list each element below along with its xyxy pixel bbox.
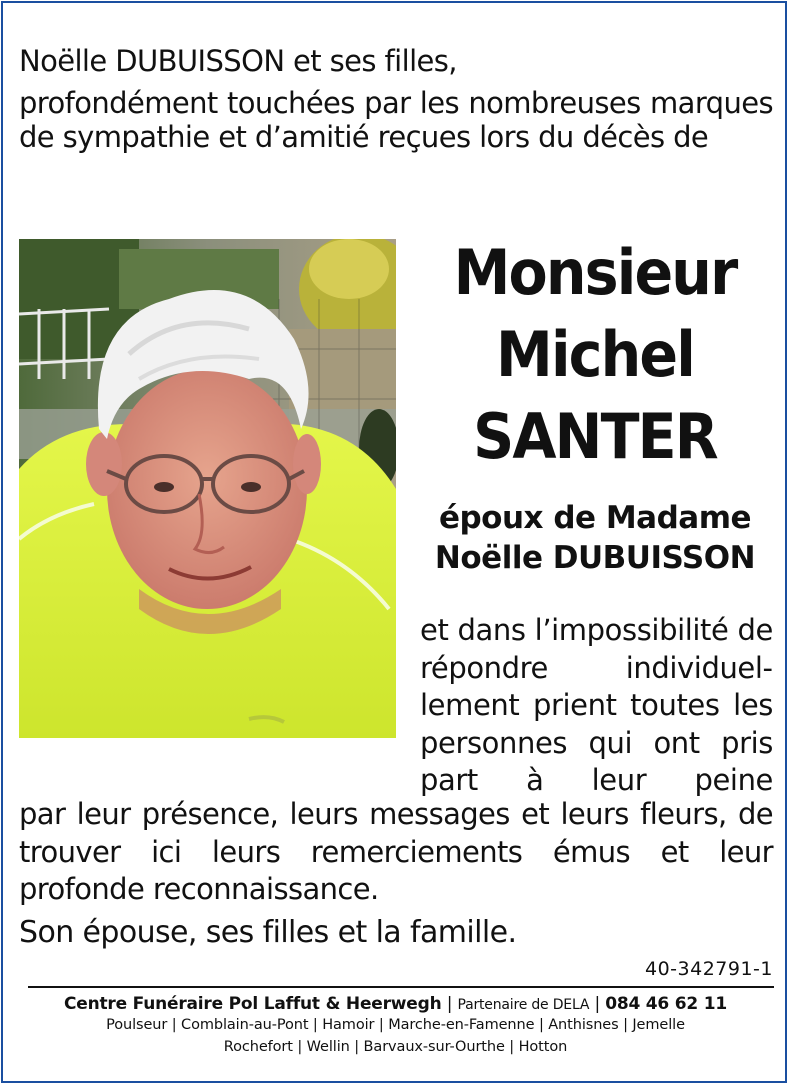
footer-phone: 084 46 62 11 (605, 994, 728, 1014)
body-bottom-paragraph: par leur présence, leurs messages et leurs fleurs, de trouver ici leurs remerciements émus et leur profonde reconnaissance. (19, 797, 773, 906)
spouse-line-1: époux de Madame (438, 500, 752, 536)
touched-paragraph: profondément touchées par les nombreuses marques de sympathie et d’amitié reçues lors du décès de (19, 86, 773, 154)
footer-locations-2: Rochefort | Wellin | Barvaux-sur-Ourthe | Hotton (223, 1039, 568, 1055)
deceased-photo (19, 239, 396, 738)
spouse-line-2: Noëlle DUBUISSON (434, 540, 756, 576)
body-right-paragraph: et dans l’impossibilité de répondre individuellement prient toutes les personnes qui ont pris part à leur peine (420, 613, 773, 797)
reference-number: 40-342791-1 (644, 958, 773, 980)
intro-line: Noëlle DUBUISSON et ses filles, (19, 44, 457, 78)
footer-partner: Partenaire de DELA (457, 997, 590, 1013)
name-first: Michel (496, 318, 694, 391)
footer-locations-1: Poulseur | Comblain-au-Pont | Hamoir | Marche-en-Famenne | Anthisnes | Jemelle (106, 1017, 685, 1033)
footer-company: Centre Funéraire Pol Laffut & Heerwegh (63, 994, 442, 1014)
footer-company-line: Centre Funéraire Pol Laffut & Heerwegh | Partenaire de DELA | 084 46 62 11 (63, 994, 728, 1014)
divider (28, 986, 774, 988)
signature-line: Son épouse, ses filles et la famille. (19, 915, 517, 950)
name-title: Monsieur (453, 236, 737, 309)
name-last: SANTER (473, 400, 717, 473)
